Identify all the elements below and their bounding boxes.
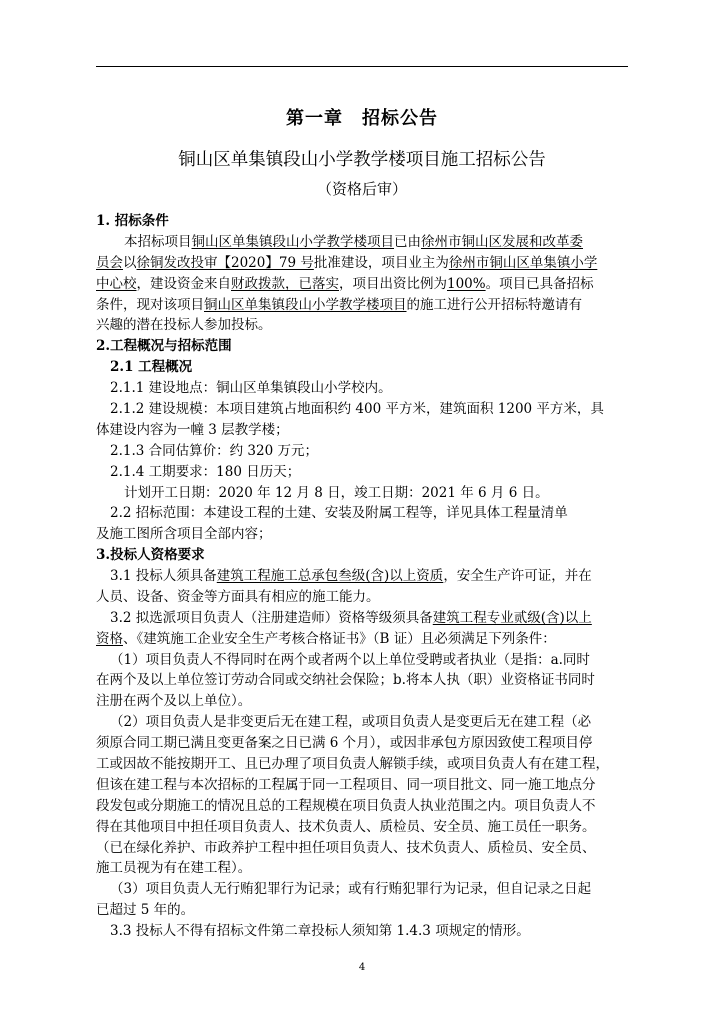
page-number: 4 bbox=[358, 962, 366, 973]
manager-qualification-cont: 资格 bbox=[96, 630, 123, 647]
manager-qualification: 建筑工程专业贰级(含)以上 bbox=[432, 609, 592, 626]
condition-3-cont: 已超过 5 年的。 bbox=[96, 902, 195, 919]
funding-ratio: 100% bbox=[447, 275, 486, 292]
item-3-2-cont bbox=[96, 630, 556, 648]
s1-text: 批准建设，项目业主为 bbox=[313, 254, 449, 271]
project-owner: 徐州市铜山区单集镇小学 bbox=[448, 254, 598, 271]
item-2-1-1: 2.1.1 建设地点：铜山区单集镇段山小学校内。 bbox=[110, 380, 392, 397]
s1-line-1 bbox=[124, 233, 583, 251]
project-title: 铜山区单集镇段山小学教学楼项目施工招标公告 bbox=[178, 150, 546, 170]
section-1-heading: 1. 招标条件 bbox=[96, 213, 169, 229]
condition-2-cont: 但该在建工程与本次招标的工程属于同一工程项目、同一项目批文、同一施工地点分 bbox=[96, 776, 596, 793]
condition-2-cont: 施工员视为有在建工程）。 bbox=[96, 860, 252, 877]
s1-text: 条件，现对该项目 bbox=[96, 296, 204, 313]
section-2-1-heading: 2.1 工程概况 bbox=[110, 359, 193, 376]
planned-dates: 计划开工日期：2020 年 12 月 8 日，竣工日期：2021 年 6 月 6 日。 bbox=[124, 484, 549, 501]
project-owner-cont: 中心校 bbox=[96, 275, 137, 292]
condition-1: （1）项目负责人不得同时在两个或者两个以上单位受聘或者执业（是指：a.同时 bbox=[110, 651, 590, 668]
s3-text: ，安全生产许可证，并在 bbox=[443, 568, 592, 584]
chapter-title: 第一章 招标公告 bbox=[286, 108, 438, 129]
s3-text: 3.1 投标人须具备 bbox=[110, 568, 217, 584]
item-2-2-cont: 及施工图所含项目全部内容； bbox=[96, 526, 272, 543]
item-2-2: 2.2 招标范围：本建设工程的土建、安装及附属工程等，详见具体工程量清单 bbox=[110, 505, 568, 522]
approval-authority-cont: 员会 bbox=[96, 254, 123, 271]
item-2-1-4: 2.1.4 工期要求：180 日历天； bbox=[110, 463, 301, 480]
s1-line-2 bbox=[96, 254, 597, 272]
condition-2-cont: 得在其他项目中担任项目负责人、技术负责人、质检员、安全员、施工员任一职务。 bbox=[96, 818, 596, 835]
s1-line-3 bbox=[96, 275, 594, 293]
approval-number: 徐铜发改投审【2020】79 号 bbox=[136, 254, 314, 271]
condition-1-cont: 在两个及以上单位签订劳动合同或交纳社会保险；b.将本人执（职）业资格证书同时 bbox=[96, 672, 595, 689]
s1-text: 的施工进行公开招标特邀请有 bbox=[406, 296, 582, 313]
condition-2-cont: 须原合同工期已满且变更备案之日已满 6 个月），或因非承包方原因致使工程项目停 bbox=[96, 735, 593, 752]
s1-text: ，项目出资比例为 bbox=[339, 275, 447, 292]
item-3-3: 3.3 投标人不得有招标文件第二章投标人须知第 1.4.3 项规定的情形。 bbox=[110, 923, 530, 939]
item-3-1-cont: 人员、设备、资金等方面具有相应的施工能力。 bbox=[96, 588, 380, 605]
s1-text: ，建设资金来自 bbox=[136, 275, 231, 292]
item-3-1 bbox=[110, 567, 592, 585]
item-2-1-2: 2.1.2 建设规模：本项目建筑占地面积约 400 平方米，建筑面积 1200 平方米，具 bbox=[110, 400, 604, 417]
condition-2-cont: 段发包或分期施工的情况且总的工程规模在项目负责人执业范围之内。项目负责人不 bbox=[96, 797, 596, 814]
item-2-1-2-cont: 体建设内容为一幢 3 层教学楼； bbox=[96, 421, 289, 438]
qualification-note: （资格后审） bbox=[316, 180, 407, 198]
s1-line-4 bbox=[96, 296, 582, 314]
required-qualification: 建筑工程施工总承包叁级(含)以上资质 bbox=[216, 568, 444, 584]
item-3-2 bbox=[110, 609, 592, 627]
condition-2-cont: （已在绿化养护、市政养护工程中担任项目负责人、技术负责人、质检员、安全员、 bbox=[96, 839, 596, 856]
project-name-ref: 铜山区单集镇段山小学教学楼项目 bbox=[191, 233, 394, 250]
condition-2-cont: 工或因故不能按期开工、且已办理了项目负责人解锁手续，或项目负责人有在建工程， bbox=[96, 755, 609, 772]
section-2-heading: 2.工程概况与招标范围 bbox=[96, 338, 232, 355]
s1-text: 以 bbox=[123, 254, 137, 271]
s1-text: 本招标项目 bbox=[124, 233, 192, 250]
s3-text: 3.2 拟选派项目负责人（注册建造师）资格等级须具备 bbox=[110, 609, 433, 626]
condition-3: （3）项目负责人无行贿犯罪行为记录；或有行贿犯罪行为记录，但自记录之日起 bbox=[110, 881, 592, 898]
s3-text: 、《建筑施工企业安全生产考核合格证书》（B 证）且必须满足下列条件： bbox=[123, 630, 556, 647]
condition-2: （2）项目负责人是非变更后无在建工程，或项目负责人是变更后无在建工程（必 bbox=[110, 714, 592, 731]
item-2-1-3: 2.1.3 合同估算价：约 320 万元； bbox=[110, 442, 318, 459]
project-name-ref: 铜山区单集镇段山小学教学楼项目 bbox=[204, 296, 407, 313]
s1-line-5: 兴趣的潜在投标人参加投标。 bbox=[96, 317, 272, 334]
condition-1-cont: 注册在两个及以上单位）。 bbox=[96, 693, 252, 710]
approval-authority: 徐州市铜山区发展和改革委 bbox=[421, 233, 583, 250]
s1-text: 已由 bbox=[394, 233, 421, 250]
section-3-heading: 3.投标人资格要求 bbox=[96, 547, 205, 564]
funding-source: 财政拨款，已落实 bbox=[231, 275, 339, 292]
header-rule bbox=[96, 66, 628, 67]
s1-text: 。项目已具备招标 bbox=[485, 275, 594, 292]
